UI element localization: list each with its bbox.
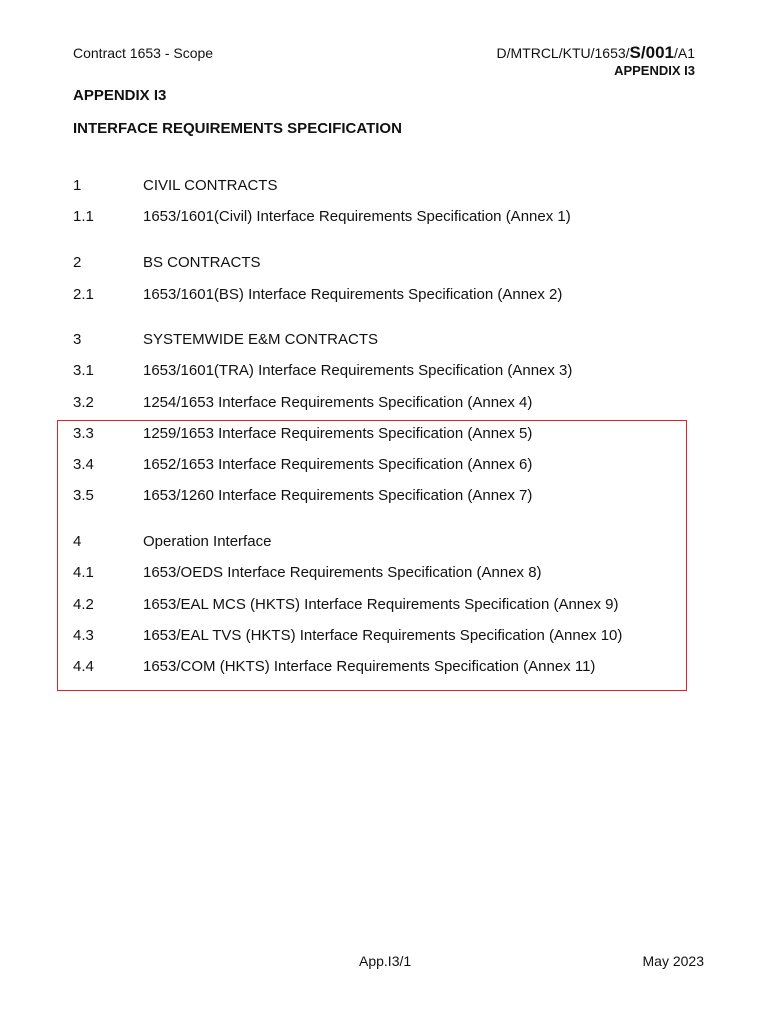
header-ref-suffix: /A1 — [673, 45, 695, 61]
list-item — [73, 487, 532, 504]
list-item — [73, 627, 622, 644]
list-item — [73, 208, 571, 225]
item-text: Operation Interface — [143, 533, 272, 550]
section-heading — [73, 177, 277, 194]
item-text: 1254/1653 Interface Requirements Specification (Annex 4) — [143, 394, 533, 411]
item-number: 3.4 — [73, 456, 94, 473]
item-number: 3 — [73, 331, 82, 348]
list-item — [73, 596, 619, 613]
item-number: 4.3 — [73, 627, 94, 644]
item-number: 1.1 — [73, 208, 94, 225]
section-heading — [73, 533, 271, 550]
list-item — [73, 658, 595, 675]
header-ref-prefix: D/MTRCL/KTU/1653/ — [496, 45, 630, 61]
list-item — [73, 286, 562, 303]
header-contract-label: Contract 1653 - Scope — [73, 45, 214, 61]
item-text: 1653/EAL MCS (HKTS) Interface Requirements Specification (Annex 9) — [143, 596, 619, 613]
item-text: 1653/1601(BS) Interface Requirements Specification (Annex 2) — [143, 286, 563, 303]
item-text: CIVIL CONTRACTS — [143, 177, 278, 194]
item-number: 4.4 — [73, 658, 94, 675]
item-text: 1653/1260 Interface Requirements Specification (Annex 7) — [143, 487, 533, 504]
page-subtitle: INTERFACE REQUIREMENTS SPECIFICATION — [73, 120, 402, 137]
item-text: 1652/1653 Interface Requirements Specification (Annex 6) — [143, 456, 533, 473]
item-text: SYSTEMWIDE E&M CONTRACTS — [143, 331, 379, 348]
section-heading — [73, 331, 378, 348]
item-text: 1653/COM (HKTS) Interface Requirements Specification (Annex 11) — [143, 658, 596, 675]
item-number: 3.2 — [73, 394, 94, 411]
list-item — [73, 394, 532, 411]
item-number: 3.1 — [73, 362, 94, 379]
list-item — [73, 564, 542, 581]
footer-date: May 2023 — [642, 953, 704, 969]
item-number: 1 — [73, 177, 82, 194]
header-appendix-label: APPENDIX I3 — [614, 63, 695, 78]
item-text: 1653/EAL TVS (HKTS) Interface Requirements Specification (Annex 10) — [143, 627, 623, 644]
page-title: APPENDIX I3 — [73, 87, 167, 104]
item-number: 3.5 — [73, 487, 94, 504]
list-item — [73, 362, 572, 379]
item-number: 4 — [73, 533, 82, 550]
footer-page-number: App.I3/1 — [359, 953, 412, 969]
list-item — [73, 425, 532, 442]
list-item — [73, 456, 532, 473]
item-text: 1259/1653 Interface Requirements Specification (Annex 5) — [143, 425, 533, 442]
section-heading — [73, 254, 261, 271]
header-document-reference — [497, 43, 696, 63]
item-text: BS CONTRACTS — [143, 254, 261, 271]
item-text: 1653/1601(Civil) Interface Requirements Specification (Annex 1) — [143, 208, 571, 225]
item-number: 3.3 — [73, 425, 94, 442]
header-ref-code: S/001 — [629, 43, 674, 62]
item-number: 2.1 — [73, 286, 94, 303]
item-text: 1653/1601(TRA) Interface Requirements Specification (Annex 3) — [143, 362, 573, 379]
item-number: 4.1 — [73, 564, 94, 581]
item-number: 4.2 — [73, 596, 94, 613]
item-number: 2 — [73, 254, 82, 271]
item-text: 1653/OEDS Interface Requirements Specification (Annex 8) — [143, 564, 542, 581]
